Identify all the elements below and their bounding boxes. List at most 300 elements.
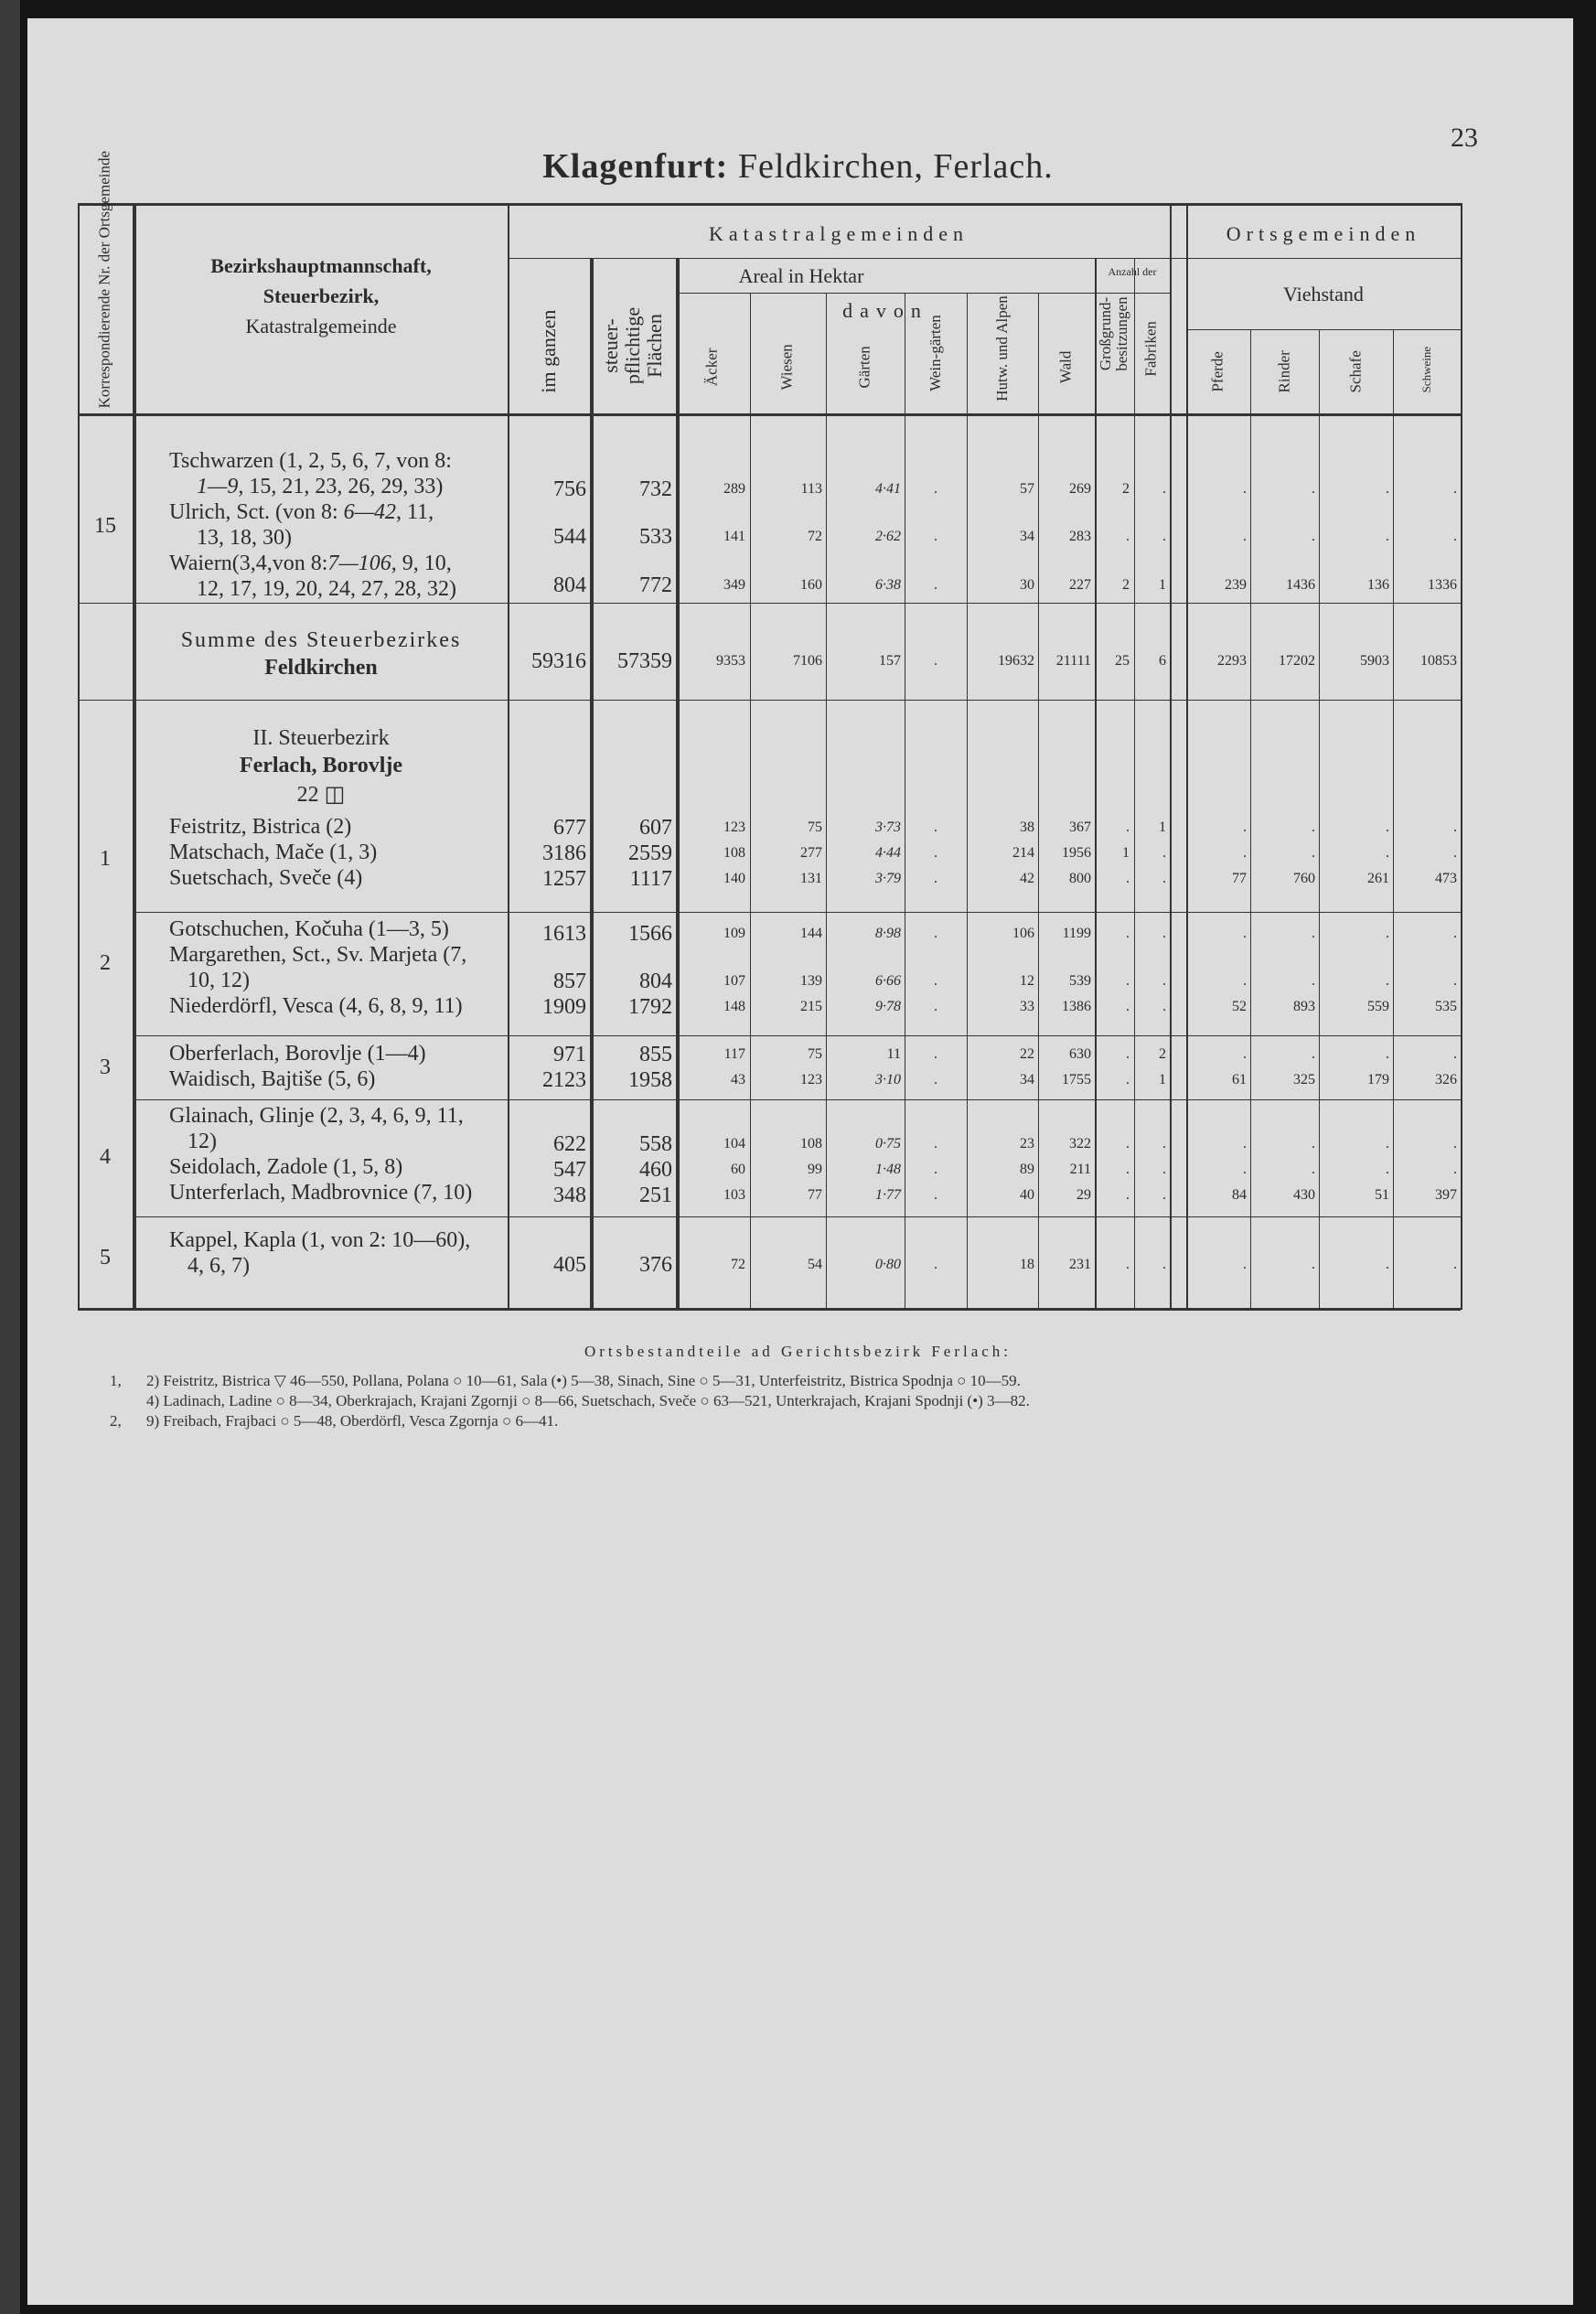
group-4-row-2-aecker: 60 [731, 1162, 745, 1177]
section1-row-1-gross: 2 [1122, 481, 1130, 497]
group-2-row-1-wiesen: 144 [800, 926, 822, 941]
section1-row-1-ganz: 756 [553, 477, 586, 501]
group-1-row-3-pferde: 77 [1232, 871, 1247, 886]
group-1-row-1-fabr: 1 [1159, 820, 1166, 835]
group-2-row-3-ganz: 1909 [542, 995, 586, 1019]
header-bezirk-2: Steuerbezirk, [262, 284, 380, 307]
group-2-row-1-schafe: . [1386, 926, 1389, 941]
header-areal: Areal in Hektar [738, 264, 864, 287]
group-1-row-1-gross: . [1126, 820, 1130, 835]
group-1-row-2-fabr: . [1162, 845, 1166, 861]
group-4-row-1-fabr: . [1162, 1136, 1166, 1152]
nr-4: 4 [100, 1145, 111, 1169]
group-4-row-2-fabr: . [1162, 1162, 1166, 1177]
group-2-row-3-wald: 1386 [1062, 999, 1091, 1014]
place-name: Oberferlach, Borovlje (1—4) [169, 1042, 426, 1066]
entry-line-italic: 7—106 [327, 552, 391, 575]
group-1-row-2-pferde: . [1243, 845, 1247, 861]
group-2-row-1-wald: 1199 [1062, 926, 1091, 941]
group-3-row-1-gross: . [1126, 1046, 1130, 1062]
section1-row-2-pferde: . [1243, 529, 1247, 544]
footnote-marker: 1, [110, 1372, 122, 1389]
group-3-row-2-ganz: 2123 [542, 1068, 586, 1092]
group-3-row-1-aecker: 117 [723, 1046, 745, 1062]
group-5-row-1-rinder: . [1312, 1257, 1315, 1272]
section2-heading: II. Steuerbezirk [252, 726, 390, 750]
group-3-row-1-wiesen: 75 [808, 1046, 822, 1062]
group-4-row-2-hutw: 89 [1020, 1162, 1034, 1177]
group-1-names [169, 814, 377, 891]
section1-row-3-hutw: 30 [1020, 577, 1034, 593]
group-1-row-1-pfl: 607 [639, 816, 672, 840]
col-header-fabriken: Fabriken [1141, 321, 1160, 377]
group-4-row-2-schafe: . [1386, 1162, 1389, 1177]
group-2-row-3-aecker: 148 [723, 999, 745, 1014]
group-1-row-2-rinder: . [1312, 845, 1315, 861]
place-name: Seidolach, Zadole (1, 5, 8) [169, 1155, 403, 1179]
group-5-row-1-wald: 231 [1069, 1257, 1091, 1272]
group-2-row-3-wein: . [934, 999, 937, 1014]
header-katastral: Katastralgemeinden [709, 222, 969, 245]
place-name: Gotschuchen, Kočuha (1—3, 5) [169, 917, 449, 941]
group-1-row-3-fabr: . [1162, 871, 1166, 886]
group-3-row-2-schafe: 179 [1367, 1072, 1389, 1087]
group-3-row-2-pferde: 61 [1232, 1072, 1247, 1087]
col-header-gross: Großgrund-besitzungen [1097, 296, 1130, 371]
group-1-row-3-gross: . [1126, 871, 1130, 886]
group-4-row-2-schweine: . [1453, 1162, 1457, 1177]
group-4-row-1-schweine: . [1453, 1136, 1457, 1152]
group-1-row-2-gross: 1 [1122, 845, 1130, 861]
group-2-row-3-wiesen: 215 [800, 999, 822, 1014]
group-1-row-2-hutw: 214 [1012, 845, 1034, 861]
place-name: 4, 6, 7) [187, 1254, 250, 1278]
group-1-row-1-aecker: 123 [723, 820, 745, 835]
group-3-row-1-hutw: 22 [1020, 1046, 1034, 1062]
group-3-row-1-ganz: 971 [553, 1043, 586, 1066]
group-4-names [169, 1103, 472, 1205]
section1-row-3-schafe: 136 [1367, 577, 1389, 593]
footnote-title: Ortsbestandteile ad Gerichtsbezirk Ferlach: [584, 1343, 1012, 1360]
group-3-row-2-fabr: 1 [1159, 1072, 1166, 1087]
group-1-row-1-ganz: 677 [553, 816, 586, 840]
group-4-row-2-rinder: . [1312, 1162, 1315, 1177]
group-2-row-1-aecker: 109 [723, 926, 745, 941]
entry-line: , 11, [395, 500, 434, 524]
group-4-row-3-fabr: . [1162, 1187, 1166, 1203]
section1-row-1-aecker: 289 [723, 481, 745, 497]
group-4-row-2-pfl: 460 [639, 1158, 672, 1182]
group-1-row-1-wiesen: 75 [808, 820, 822, 835]
group-4-row-1-hutw: 23 [1020, 1136, 1034, 1152]
nr-3: 3 [100, 1055, 111, 1079]
group-2-row-3-schweine: 535 [1435, 999, 1457, 1014]
summe-row-rinder: 17202 [1279, 653, 1315, 669]
section1-row-1-hutw: 57 [1020, 481, 1034, 497]
group-1-row-3-hutw: 42 [1020, 871, 1034, 886]
group-5-row-1-aecker: 72 [731, 1257, 745, 1272]
group-3-row-2-rinder: 325 [1293, 1072, 1315, 1087]
group-1-row-1-schweine: . [1453, 820, 1457, 835]
group-3-row-2-hutw: 34 [1020, 1072, 1034, 1087]
place-name: Feistritz, Bistrica (2) [169, 815, 352, 839]
section1-row-3-ganz: 804 [553, 573, 586, 597]
header-nr: Korrespondierende Nr. der Ortsgemeinde [95, 150, 113, 409]
group-2-row-1-gross: . [1126, 926, 1130, 941]
group-4-row-2-gross: . [1126, 1162, 1130, 1177]
summe-row-wein: . [934, 653, 937, 669]
group-3-row-1-pfl: 855 [639, 1043, 672, 1066]
group-4-row-1-aecker: 104 [723, 1136, 745, 1152]
col-header-wiesen: Wiesen [777, 344, 796, 391]
group-1-row-2-gaerten: 4·44 [875, 845, 901, 861]
header-bezirk-3: Katastralgemeinde [245, 315, 397, 337]
group-3-row-1-wein: . [934, 1046, 937, 1062]
group-1-row-1-rinder: . [1312, 820, 1315, 835]
section1-row-3-gaerten: 6·38 [875, 577, 901, 593]
group-1-row-1-wein: . [934, 820, 937, 835]
group-4-row-1-pfl: 558 [639, 1132, 672, 1156]
group-5-row-1-fabr: . [1162, 1257, 1166, 1272]
group-4-row-3-pferde: 84 [1232, 1187, 1247, 1203]
group-2-row-3-gross: . [1126, 999, 1130, 1014]
group-4-row-3-wein: . [934, 1187, 937, 1203]
group-5-row-1-pfl: 376 [639, 1253, 672, 1277]
group-2-row-1-pfl: 1566 [628, 922, 672, 946]
group-3-row-1-fabr: 2 [1159, 1046, 1166, 1062]
section1-row-1-pfl: 732 [639, 477, 672, 501]
section1-row-3-wein: . [934, 577, 937, 593]
group-2-row-1-wein: . [934, 926, 937, 941]
group-4-row-3-schweine: 397 [1435, 1187, 1457, 1203]
group-1-row-2-schafe: . [1386, 845, 1389, 861]
group-2-row-1-fabr: . [1162, 926, 1166, 941]
entry-line-italic: 1—9 [197, 475, 239, 498]
section1-row-2-aecker: 141 [723, 529, 745, 544]
group-5-row-1-schweine: . [1453, 1257, 1457, 1272]
group-2-row-1-rinder: . [1312, 926, 1315, 941]
section1-row-1-wald: 269 [1069, 481, 1091, 497]
col-header-pflichtig: steuer-pflichtige Flächen [599, 306, 666, 385]
place-name: Waidisch, Bajtiše (5, 6) [169, 1067, 376, 1091]
group-2-row-3-pfl: 1792 [628, 995, 672, 1019]
group-4-row-3-hutw: 40 [1020, 1187, 1034, 1203]
entry-line: 12, 17, 19, 20, 24, 27, 28, 32) [197, 577, 456, 601]
group-2-row-1-gaerten: 8·98 [875, 926, 901, 941]
group-4-row-3-schafe: 51 [1375, 1187, 1389, 1203]
section2-bezirk: Ferlach, Borovlje [239, 754, 403, 777]
group-2-row-1-schweine: . [1453, 926, 1457, 941]
summe-row-fabr: 6 [1159, 653, 1166, 669]
section1-row-1-schweine: . [1453, 481, 1457, 497]
group-4-row-1-schafe: . [1386, 1136, 1389, 1152]
group-1-row-1-pferde: . [1243, 820, 1247, 835]
section1-row-1-gaerten: 4·41 [875, 481, 901, 497]
col-header-gaerten: Gärten [855, 346, 873, 389]
group-2-row-2-aecker: 107 [723, 973, 745, 989]
group-1-row-3-schafe: 261 [1367, 871, 1389, 886]
group-4-row-2-wein: . [934, 1162, 937, 1177]
group-3-row-1-gaerten: 11 [886, 1046, 901, 1062]
summe-row-pferde: 2293 [1217, 653, 1247, 669]
group-2-row-1-pferde: . [1243, 926, 1247, 941]
section1-row-2-schafe: . [1386, 529, 1389, 544]
section1-row-3-fabr: 1 [1159, 577, 1166, 593]
group-3-row-1-schweine: . [1453, 1046, 1457, 1062]
group-3-row-1-rinder: . [1312, 1046, 1315, 1062]
group-2-row-2-wein: . [934, 973, 937, 989]
col-header-hutweide: Hutw. und Alpen [993, 295, 1011, 402]
place-name: 10, 12) [187, 969, 250, 992]
summe-row-pfl: 57359 [617, 649, 672, 673]
section1-row-1-fabr: . [1162, 481, 1166, 497]
summe-row-gaerten: 157 [879, 653, 901, 669]
group-2-row-2-schafe: . [1386, 973, 1389, 989]
group-4-row-3-gaerten: 1·77 [875, 1187, 901, 1203]
summe-row-hutw: 19632 [998, 653, 1034, 669]
entry-line: Ulrich, Sct. (von 8: [169, 500, 344, 524]
group-2-row-2-gaerten: 6·66 [875, 973, 901, 989]
place-name: 12) [187, 1130, 217, 1153]
entry-ulrich [169, 499, 434, 551]
footnote-line: 9) Freibach, Frajbaci ○ 5—48, Oberdörfl, Vesca Zgornja ○ 6—41. [146, 1412, 559, 1430]
section1-row-2-wein: . [934, 529, 937, 544]
group-5-row-1-wein: . [934, 1257, 937, 1272]
group-2-row-1-ganz: 1613 [542, 922, 586, 946]
group-3-row-2-pfl: 1958 [628, 1068, 672, 1092]
section1-row-1-schafe: . [1386, 481, 1389, 497]
page-title-rest: Feldkirchen, Ferlach. [737, 147, 1054, 186]
nr-2: 2 [100, 951, 111, 975]
group-1-row-3-wein: . [934, 871, 937, 886]
section1-row-2-gross: . [1126, 529, 1130, 544]
section1-row-1-wein: . [934, 481, 937, 497]
page-number: 23 [1451, 123, 1478, 153]
group-5-row-1-ganz: 405 [553, 1253, 586, 1277]
group-2-row-3-schafe: 559 [1367, 999, 1389, 1014]
group-2-row-3-fabr: . [1162, 999, 1166, 1014]
group-1-row-3-pfl: 1117 [629, 867, 672, 891]
group-5-row-1-pferde: . [1243, 1257, 1247, 1272]
group-1-row-2-wiesen: 277 [800, 845, 822, 861]
section1-row-1-wiesen: 113 [800, 481, 822, 497]
group-4-row-1-wald: 322 [1069, 1136, 1091, 1152]
summe-row-wald: 21111 [1055, 653, 1091, 669]
header-viehstand: Viehstand [1283, 283, 1364, 305]
place-name: Kappel, Kapla (1, von 2: 10—60), [169, 1228, 471, 1252]
group-1-row-3-rinder: 760 [1293, 871, 1315, 886]
section1-row-2-ganz: 544 [553, 525, 586, 549]
group-4-row-1-gross: . [1126, 1136, 1130, 1152]
group-4-row-2-ganz: 547 [553, 1158, 586, 1182]
group-2-names [169, 916, 466, 1019]
col-header-rinder: Rinder [1275, 350, 1293, 393]
section1-row-3-schweine: 1336 [1428, 577, 1457, 593]
section1-row-2-pfl: 533 [639, 525, 672, 549]
section1-row-3-rinder: 1436 [1286, 577, 1315, 593]
place-name: Margarethen, Sct., Sv. Marjeta (7, [169, 943, 467, 967]
place-name: Suetschach, Sveče (4) [169, 866, 363, 890]
summe-row-schweine: 10853 [1420, 653, 1457, 669]
group-2-row-2-wald: 539 [1069, 973, 1091, 989]
group-1-row-2-wald: 1956 [1062, 845, 1091, 861]
group-1-row-1-wald: 367 [1069, 820, 1091, 835]
entry-line: , 9, 10, [391, 552, 452, 575]
col-header-pferde: Pferde [1208, 351, 1226, 392]
section1-row-2-wiesen: 72 [808, 529, 822, 544]
place-name: Glainach, Glinje (2, 3, 4, 6, 9, 11, [169, 1104, 464, 1128]
place-name: Matschach, Mače (1, 3) [169, 841, 378, 864]
section1-row-3-pfl: 772 [639, 573, 672, 597]
entry-line: 13, 18, 30) [197, 526, 292, 550]
section1-row-1-rinder: . [1312, 481, 1315, 497]
group-2-row-1-hutw: 106 [1012, 926, 1034, 941]
group-3-row-1-pferde: . [1243, 1046, 1247, 1062]
section1-row-3-wiesen: 160 [800, 577, 822, 593]
col-header-wald: Wald [1056, 350, 1075, 384]
entry-line: Tschwarzen (1, 2, 5, 6, 7, von 8: [169, 449, 452, 473]
section1-row-3-aecker: 349 [723, 577, 745, 593]
col-header-ganz: im ganzen [536, 309, 560, 393]
place-name: Unterferlach, Madbrovnice (7, 10) [169, 1181, 473, 1205]
nr-5: 5 [100, 1246, 111, 1269]
group-2-row-2-gross: . [1126, 973, 1130, 989]
group-1-row-3-gaerten: 3·79 [875, 871, 901, 886]
header-bezirk-1: Bezirkshauptmannschaft, [210, 254, 432, 277]
summe-row-aecker: 9353 [716, 653, 745, 669]
group-2-row-3-rinder: 893 [1293, 999, 1315, 1014]
group-5-row-1-wiesen: 54 [808, 1257, 822, 1272]
group-1-row-1-gaerten: 3·73 [875, 820, 901, 835]
group-2-row-2-rinder: . [1312, 973, 1315, 989]
group-5-row-1-hutw: 18 [1020, 1257, 1034, 1272]
section1-row-3-pferde: 239 [1225, 577, 1247, 593]
group-3-row-2-gross: . [1126, 1072, 1130, 1087]
footnote-marker: 2, [110, 1412, 122, 1430]
group-1-row-2-aecker: 108 [723, 845, 745, 861]
section1-row-3-gross: 2 [1122, 577, 1130, 593]
group-2-row-2-pfl: 804 [639, 970, 672, 993]
group-3-row-2-schweine: 326 [1435, 1072, 1457, 1087]
summe-bezirk: Feldkirchen [264, 656, 378, 680]
group-2-row-2-fabr: . [1162, 973, 1166, 989]
group-4-row-1-wiesen: 108 [800, 1136, 822, 1152]
group-1-row-1-schafe: . [1386, 820, 1389, 835]
group-2-row-3-pferde: 52 [1232, 999, 1247, 1014]
group-3-row-2-wald: 1755 [1062, 1072, 1091, 1087]
group-4-row-3-wiesen: 77 [808, 1187, 822, 1203]
group-1-row-2-wein: . [934, 845, 937, 861]
group-1-row-3-wald: 800 [1069, 871, 1091, 886]
summe-row-gross: 25 [1115, 653, 1130, 669]
group-4-row-3-gross: . [1126, 1187, 1130, 1203]
footnote-line: 2) Feistritz, Bistrica ▽ 46—550, Pollana, Polana ○ 10—61, Sala (•) 5—38, Sinach, Sine ○ 5—31, Unterfeistritz, Bistrica Spodnja ○ 10—59. [146, 1372, 1021, 1389]
group-4-row-1-rinder: . [1312, 1136, 1315, 1152]
group-4-row-1-gaerten: 0·75 [875, 1136, 901, 1152]
section1-row-2-fabr: . [1162, 529, 1166, 544]
page-title-bold: Klagenfurt: [542, 147, 729, 186]
group-3-row-2-gaerten: 3·10 [875, 1072, 901, 1087]
group-2-row-2-ganz: 857 [553, 970, 586, 993]
entry-waiern [169, 551, 456, 602]
summe-row-ganz: 59316 [531, 649, 586, 673]
group-4-row-1-pferde: . [1243, 1136, 1247, 1152]
section1-row-2-wald: 283 [1069, 529, 1091, 544]
group-2-row-2-schweine: . [1453, 973, 1457, 989]
header-ortsgemeinden: Ortsgemeinden [1226, 222, 1421, 245]
page-title [0, 146, 1596, 187]
group-4-row-3-aecker: 103 [723, 1187, 745, 1203]
group-4-row-2-pferde: . [1243, 1162, 1247, 1177]
group-2-row-2-pferde: . [1243, 973, 1247, 989]
group-4-row-3-ganz: 348 [553, 1184, 586, 1207]
group-2-row-3-gaerten: 9·78 [875, 999, 901, 1014]
group-1-row-3-schweine: 473 [1435, 871, 1457, 886]
section1-row-1-pferde: . [1243, 481, 1247, 497]
entry-tschwarzen [169, 448, 452, 499]
section1-row-2-schweine: . [1453, 529, 1457, 544]
section1-row-2-rinder: . [1312, 529, 1315, 544]
section1-row-2-hutw: 34 [1020, 529, 1034, 544]
group-4-row-3-wald: 29 [1076, 1187, 1091, 1203]
col-header-aecker: Äcker [702, 348, 721, 387]
group-5-row-1-gross: . [1126, 1257, 1130, 1272]
group-4-row-3-rinder: 430 [1293, 1187, 1315, 1203]
group-3-row-1-wald: 630 [1069, 1046, 1091, 1062]
group-1-row-2-ganz: 3186 [542, 841, 586, 865]
group-4-row-2-gaerten: 1·48 [875, 1162, 901, 1177]
group-4-row-1-wein: . [934, 1136, 937, 1152]
entry-line: , 15, 21, 23, 26, 29, 33) [238, 475, 444, 498]
footnote-line: 4) Ladinach, Ladine ○ 8—34, Oberkrajach, Krajani Zgornji ○ 8—66, Suetschach, Sveče ○ 63—521, Unterkrajach, Krajani Spodnji (•) 3—82. [146, 1392, 1030, 1409]
group-4-row-1-ganz: 622 [553, 1132, 586, 1156]
group-5-row-1-gaerten: 0·80 [875, 1257, 901, 1272]
entry-line-italic: 6—42 [343, 500, 396, 524]
place-name: Niederdörfl, Vesca (4, 6, 8, 9, 11) [169, 994, 463, 1018]
group-4-row-2-wiesen: 99 [808, 1162, 822, 1177]
group-5-row-1-schafe: . [1386, 1257, 1389, 1272]
group-2-row-2-wiesen: 139 [800, 973, 822, 989]
page-edge [0, 0, 20, 2314]
group-1-row-2-schweine: . [1453, 845, 1457, 861]
group-5-names [169, 1227, 470, 1279]
group-1-row-3-wiesen: 131 [800, 871, 822, 886]
col-header-wein: Wein-gärten [927, 315, 944, 391]
group-1-row-2-pfl: 2559 [628, 841, 672, 865]
group-3-row-2-wiesen: 123 [800, 1072, 822, 1087]
group-1-row-1-hutw: 38 [1020, 820, 1034, 835]
group-2-row-3-hutw: 33 [1020, 999, 1034, 1014]
section1-row-3-wald: 227 [1069, 577, 1091, 593]
group-4-row-2-wald: 211 [1069, 1162, 1091, 1177]
col-header-schafe: Schafe [1346, 350, 1365, 393]
group-3-row-2-aecker: 43 [731, 1072, 745, 1087]
header-anzahl: Anzahl der [1108, 265, 1157, 278]
col-header-schweine: Schweine [1419, 346, 1433, 393]
group-1-row-3-ganz: 1257 [542, 867, 586, 891]
summe-row-schafe: 5903 [1360, 653, 1389, 669]
group-3-row-2-wein: . [934, 1072, 937, 1087]
summe-label: Summe des Steuerbezirkes [180, 628, 462, 652]
group-3-row-1-schafe: . [1386, 1046, 1389, 1062]
group-1-row-3-aecker: 140 [723, 871, 745, 886]
header-davon: davon [842, 299, 928, 322]
nr-1: 1 [100, 847, 111, 871]
entry-line: Waiern(3,4,von 8: [169, 552, 328, 575]
section1-row-2-gaerten: 2·62 [875, 529, 901, 544]
section2-code: 22 ◫ [296, 783, 346, 807]
group-3-names [169, 1041, 426, 1092]
